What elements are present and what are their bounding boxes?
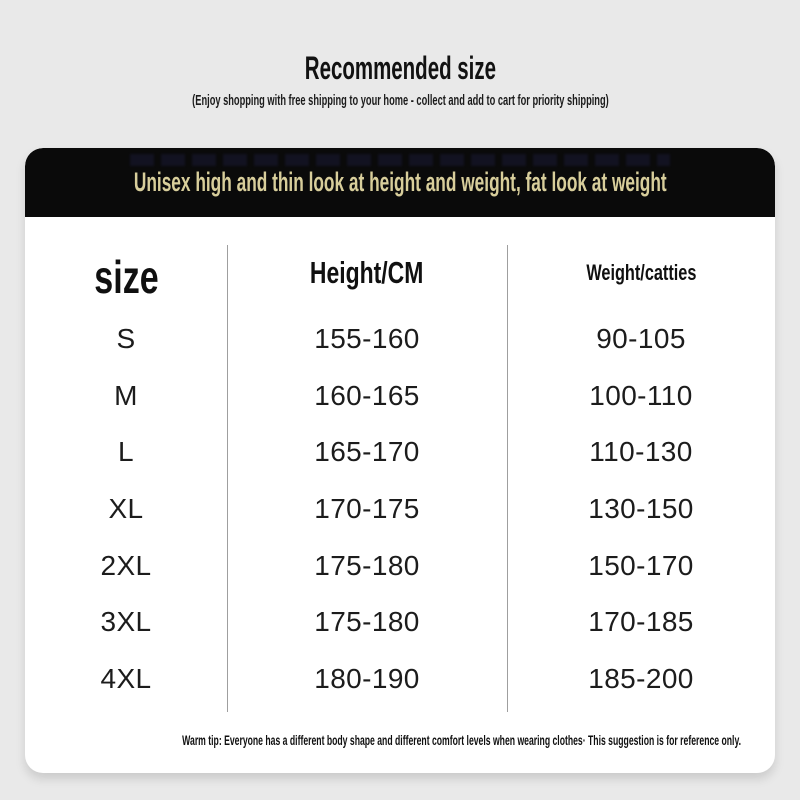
table-row	[25, 424, 775, 481]
cell-weight: 130-150	[588, 493, 694, 525]
column-divider	[227, 245, 228, 712]
cell-weight: 150-170	[588, 549, 694, 581]
cell-height: 175-180	[314, 549, 420, 581]
cell-weight: 110-130	[589, 436, 693, 468]
column-header-weight: Weight/catties	[585, 260, 697, 285]
size-chart-panel	[25, 148, 775, 773]
cell-size: 2XL	[100, 549, 152, 581]
cell-size: S	[116, 323, 136, 355]
page-subtitle: (Enjoy shopping with free shipping to your home - collect and add to cart for priority shipping)	[191, 93, 609, 109]
cell-size: L	[118, 436, 134, 468]
cell-size: 4XL	[100, 662, 152, 694]
cell-height: 160-165	[314, 379, 420, 411]
cell-size: 3XL	[100, 606, 152, 638]
table-row	[25, 311, 775, 368]
column-header-size: size	[93, 251, 159, 303]
cell-weight: 100-110	[589, 379, 693, 411]
table-header-row	[25, 235, 775, 311]
page-title: Recommended size	[304, 50, 496, 86]
cell-height: 165-170	[314, 436, 420, 468]
warm-tip: Warm tip: Everyone has a different body shape and different comfort levels when wearing clothes· This suggestion is for reference only.	[182, 733, 742, 748]
cell-weight: 90-105	[596, 323, 686, 355]
cell-size: XL	[108, 493, 144, 525]
cell-height: 175-180	[314, 606, 420, 638]
table-row	[25, 594, 775, 651]
banner	[25, 148, 775, 217]
cell-weight: 185-200	[588, 662, 694, 694]
cell-height: 155-160	[314, 323, 420, 355]
table-row	[25, 481, 775, 538]
column-header-height: Height/CM	[310, 255, 424, 290]
table-row	[25, 368, 775, 425]
cell-size: M	[114, 379, 138, 411]
banner-text: Unisex high and thin look at height and weight, fat look at weight	[133, 167, 667, 197]
table-row	[25, 651, 775, 708]
cell-height: 180-190	[314, 662, 420, 694]
table-row	[25, 537, 775, 594]
cell-height: 170-175	[314, 493, 420, 525]
ghost-text-strip	[130, 154, 670, 166]
cell-weight: 170-185	[588, 606, 694, 638]
column-divider	[507, 245, 508, 712]
